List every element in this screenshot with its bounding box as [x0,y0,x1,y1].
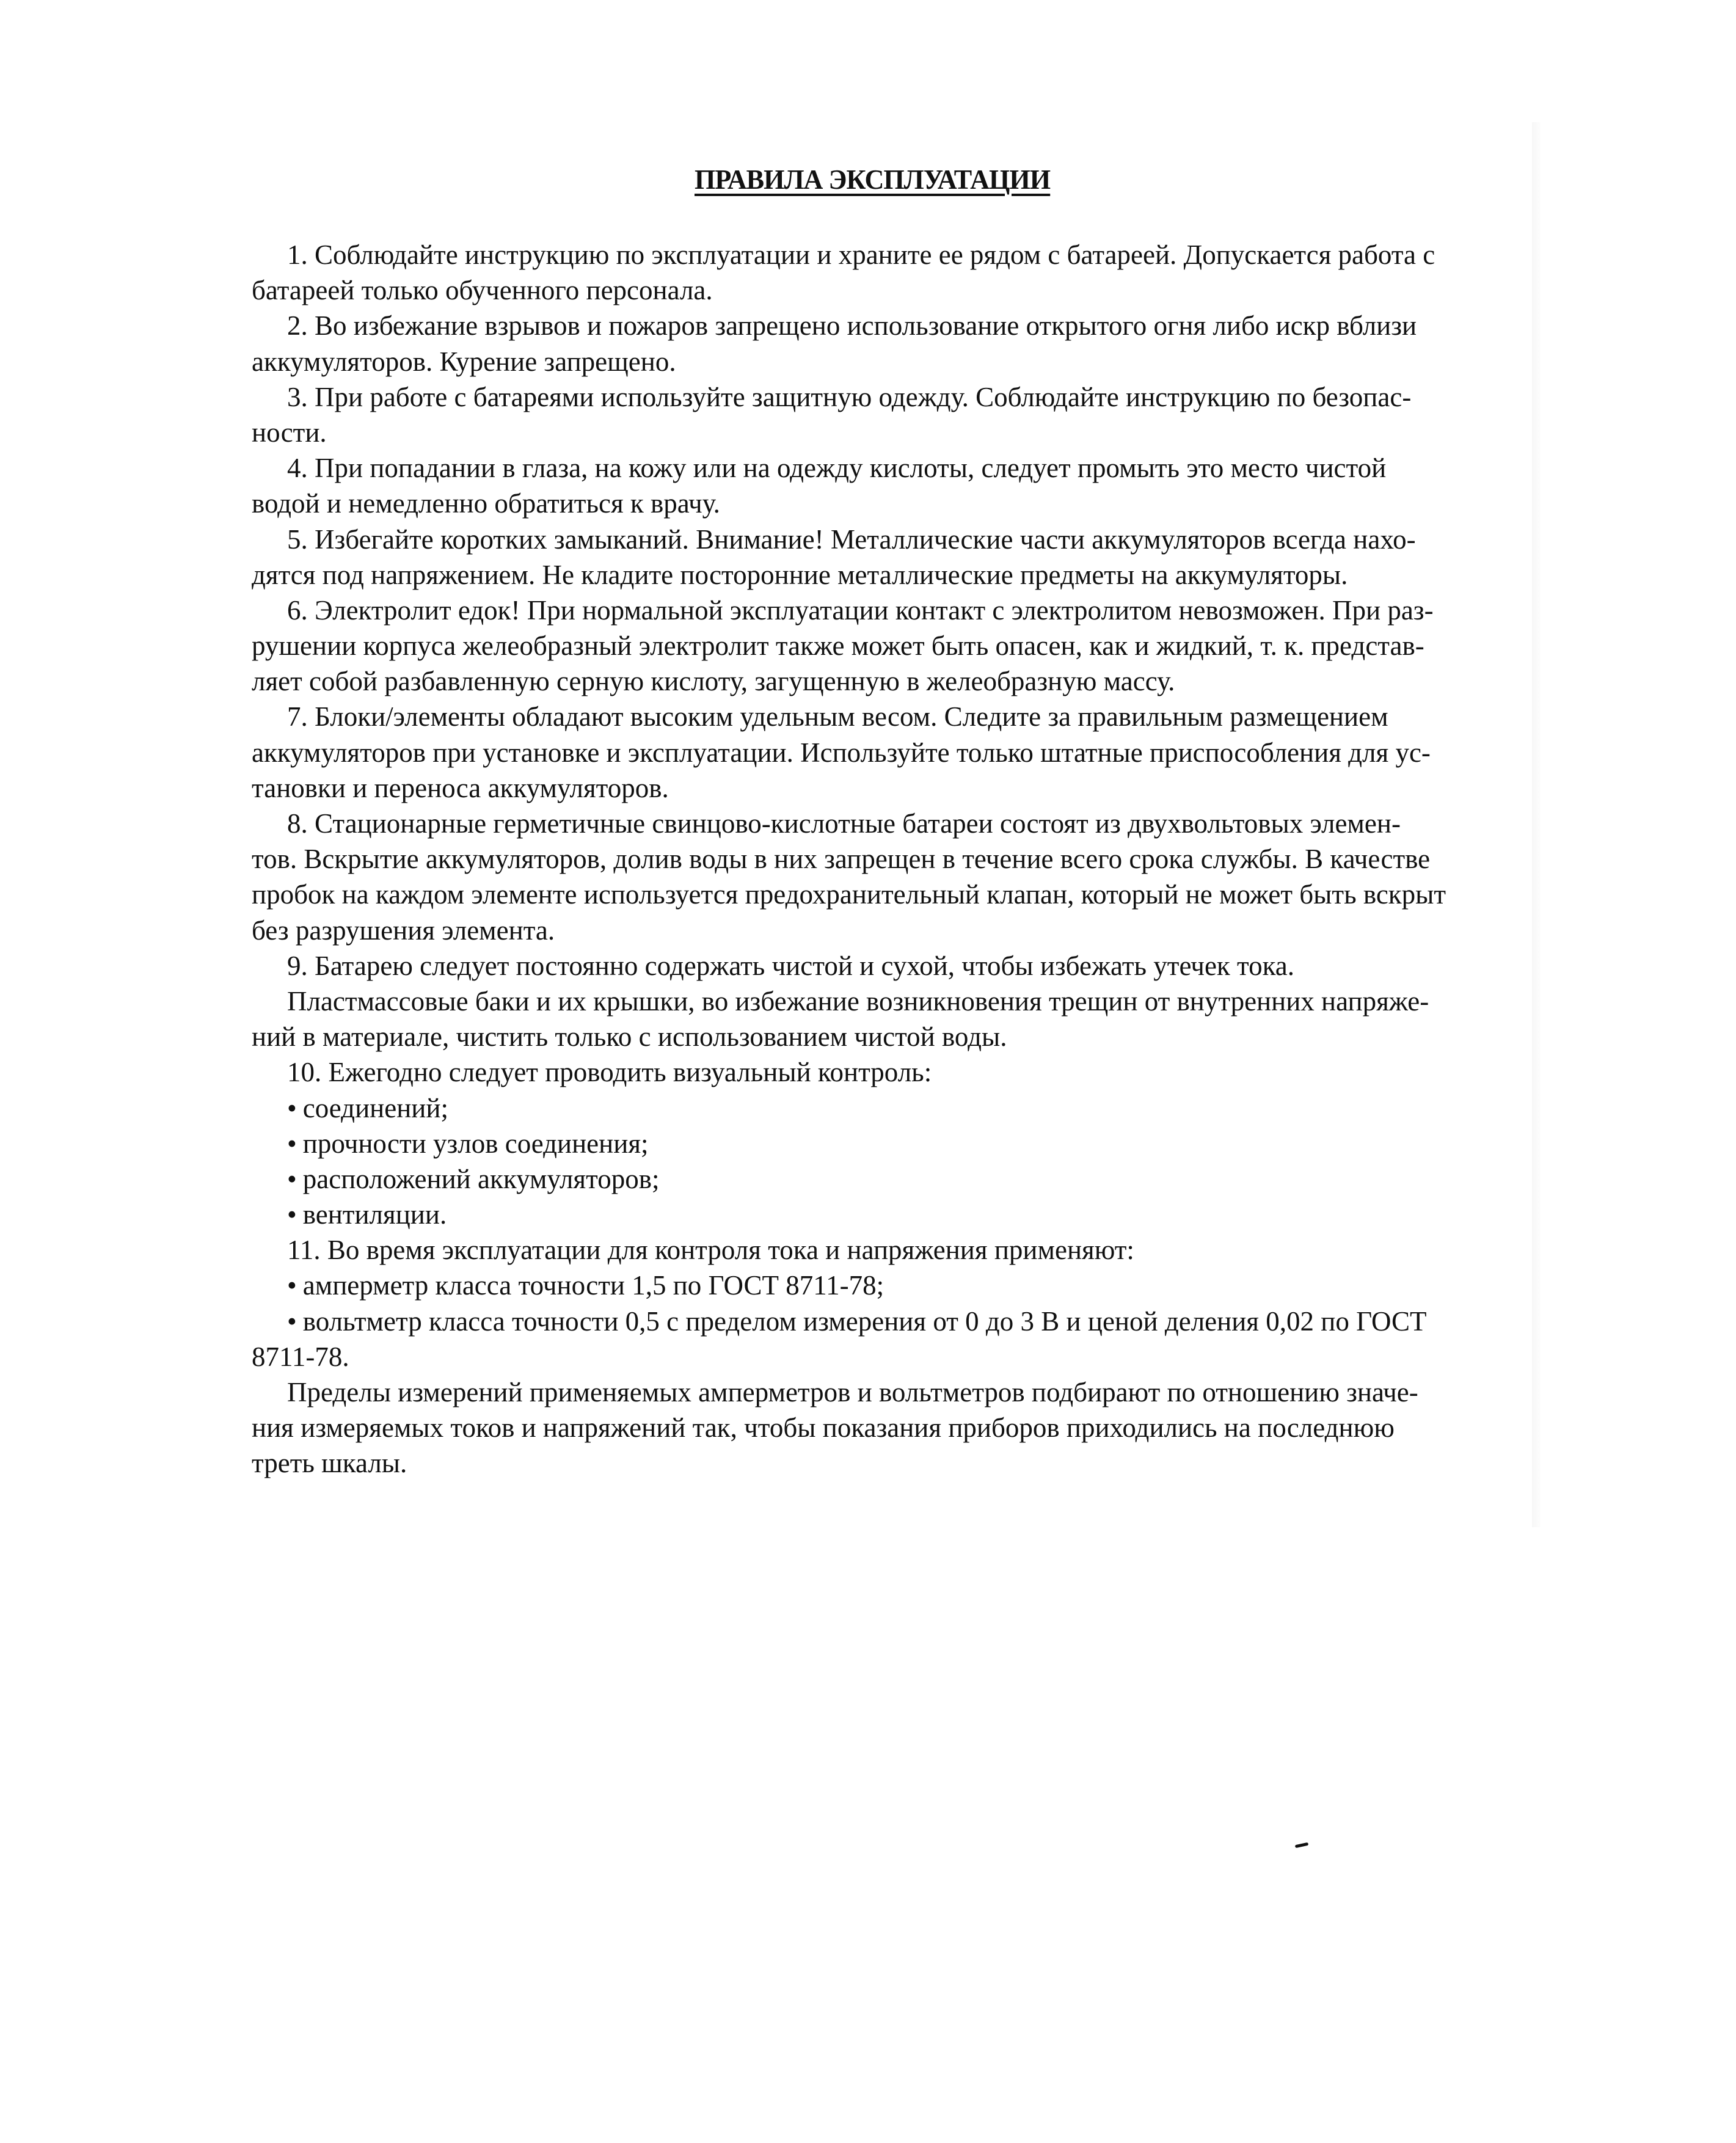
line-text: рушении корпуса желеобразный электролит также может быть опасен, как и жидкий, т. к. представ- [252,630,1424,662]
document-body [252,237,1541,1481]
paragraph-first-line [252,699,1541,734]
bullet-icon: • [287,1305,297,1337]
paragraph-continuation-line [252,770,1541,806]
line-text: водой и немедленно обратиться к врачу. [252,488,720,519]
paragraph-continuation-line [252,628,1541,663]
paragraph-first-line [252,237,1541,272]
line-text: 2. Во избежание взрывов и пожаров запрещено использование открытого огня либо искр вблизи [287,310,1417,341]
bullet-item [252,1126,1541,1161]
paragraph-first-line [252,948,1541,984]
bullet-icon: • [287,1128,297,1159]
line-text: тановки и переноса аккумуляторов. [252,772,669,803]
line-text: ний в материале, чистить только с использованием чистой воды. [252,1021,1007,1053]
paragraph-first-line [252,308,1541,343]
paragraph-continuation-line [252,1445,1541,1481]
line-text: треть шкалы. [252,1448,407,1479]
paragraph-continuation-line [252,557,1541,593]
paragraph-first-line [252,593,1541,628]
line-text: 3. При работе с батареями используйте защитную одежду. Соблюдайте инструкцию по безопас- [287,381,1412,412]
line-text: 1. Соблюдайте инструкцию по эксплуатации и храните ее рядом с батареей. Допускается работа с [287,239,1435,270]
line-text: ляет собой разбавленную серную кислоту, загущенную в желеобразную массу. [252,666,1175,697]
line-text: 10. Ежегодно следует проводить визуальный контроль: [287,1057,932,1088]
bullet-item [252,1268,1541,1303]
line-text: вентиляции. [302,1199,447,1230]
paragraph-first-line [252,379,1541,415]
paragraph-first-line [252,1054,1541,1090]
paragraph-continuation-line [252,877,1541,912]
line-text: 5. Избегайте коротких замыканий. Внимание! Металлические части аккумуляторов всегда нахо- [287,524,1416,555]
paragraph-continuation-line [252,1019,1541,1054]
line-text: 4. При попадании в глаза, на кожу или на одежду кислоты, следует промыть это место чистой [287,453,1387,484]
paragraph-first-line [252,806,1541,841]
line-text: аккумуляторов. Курение запрещено. [252,346,676,377]
line-text: амперметр класса точности 1,5 по ГОСТ 8711-78; [302,1270,884,1301]
paragraph-continuation-line [252,663,1541,699]
paragraph-first-line [252,1375,1541,1410]
line-text: 8711-78. [252,1341,349,1372]
line-text: ния измеряемых токов и напряжений так, чтобы показания приборов приходились на последнюю [252,1412,1395,1444]
scan-speck [1295,1842,1309,1848]
line-text: прочности узлов соединения; [302,1128,649,1159]
line-text: 8. Стационарные герметичные свинцово-кислотные батареи состоят из двухвольтовых элемен- [287,808,1401,839]
bullet-item [252,1090,1541,1126]
line-text: 9. Батарею следует постоянно содержать чистой и сухой, чтобы избежать утечек тока. [287,950,1295,981]
bullet-icon: • [287,1199,297,1230]
bullet-icon: • [287,1092,297,1123]
document-title: ПРАВИЛА ЭКСПЛУАТАЦИИ [695,164,1051,195]
line-text: тов. Вскрытие аккумуляторов, долив воды в них запрещен в течение всего срока службы. В качестве [252,844,1431,875]
paragraph-continuation-line [252,415,1541,450]
line-text: без разрушения элемента. [252,915,555,946]
paragraph-continuation-line [252,841,1541,877]
bullet-icon: • [287,1163,297,1194]
paragraph-continuation-line [252,272,1541,308]
line-text: Пределы измерений применяемых амперметров и вольтметров подбирают по отношению значе- [287,1377,1418,1407]
line-text: расположений аккумуляторов; [302,1163,660,1194]
line-text: батареей только обученного персонала. [252,275,713,306]
line-text: Пластмассовые баки и их крышки, во избежание возникновения трещин от внутренних напряже- [287,985,1429,1017]
paragraph-continuation-line [252,1410,1541,1445]
paragraph-continuation-line [252,735,1541,770]
paragraph-continuation-line [252,486,1541,521]
line-text: пробок на каждом элементе используется предохранительный клапан, который не может быть вскрыт [252,879,1446,910]
line-text: аккумуляторов при установке и эксплуатации. Используйте только штатные приспособления для ус- [252,737,1431,768]
paragraph-first-line [252,450,1541,486]
paragraph-first-line [252,1232,1541,1268]
line-text: вольтметр класса точности 0,5 с пределом измерения от 0 до 3 В и ценой деления 0,02 по ГОСТ [302,1305,1427,1337]
line-text: соединений; [302,1092,448,1123]
line-text: ности. [252,417,327,448]
bullet-icon: • [287,1270,297,1301]
paragraph-first-line [252,522,1541,557]
bullet-item [252,1304,1541,1339]
line-text: 11. Во время эксплуатации для контроля тока и напряжения применяют: [287,1235,1134,1266]
line-text: 7. Блоки/элементы обладают высоким удельным весом. Следите за правильным размещением [287,701,1388,732]
line-text: 6. Электролит едок! При нормальной эксплуатации контакт с электролитом невозможен. При раз- [287,594,1434,626]
line-text: дятся под напряжением. Не кладите посторонние металлические предметы на аккумуляторы. [252,559,1348,590]
paragraph-continuation-line [252,913,1541,948]
bullet-item [252,1197,1541,1232]
paragraph-continuation-line [252,1339,1541,1375]
bullet-item [252,1161,1541,1197]
paragraph-first-line [252,984,1541,1019]
paragraph-continuation-line [252,344,1541,379]
